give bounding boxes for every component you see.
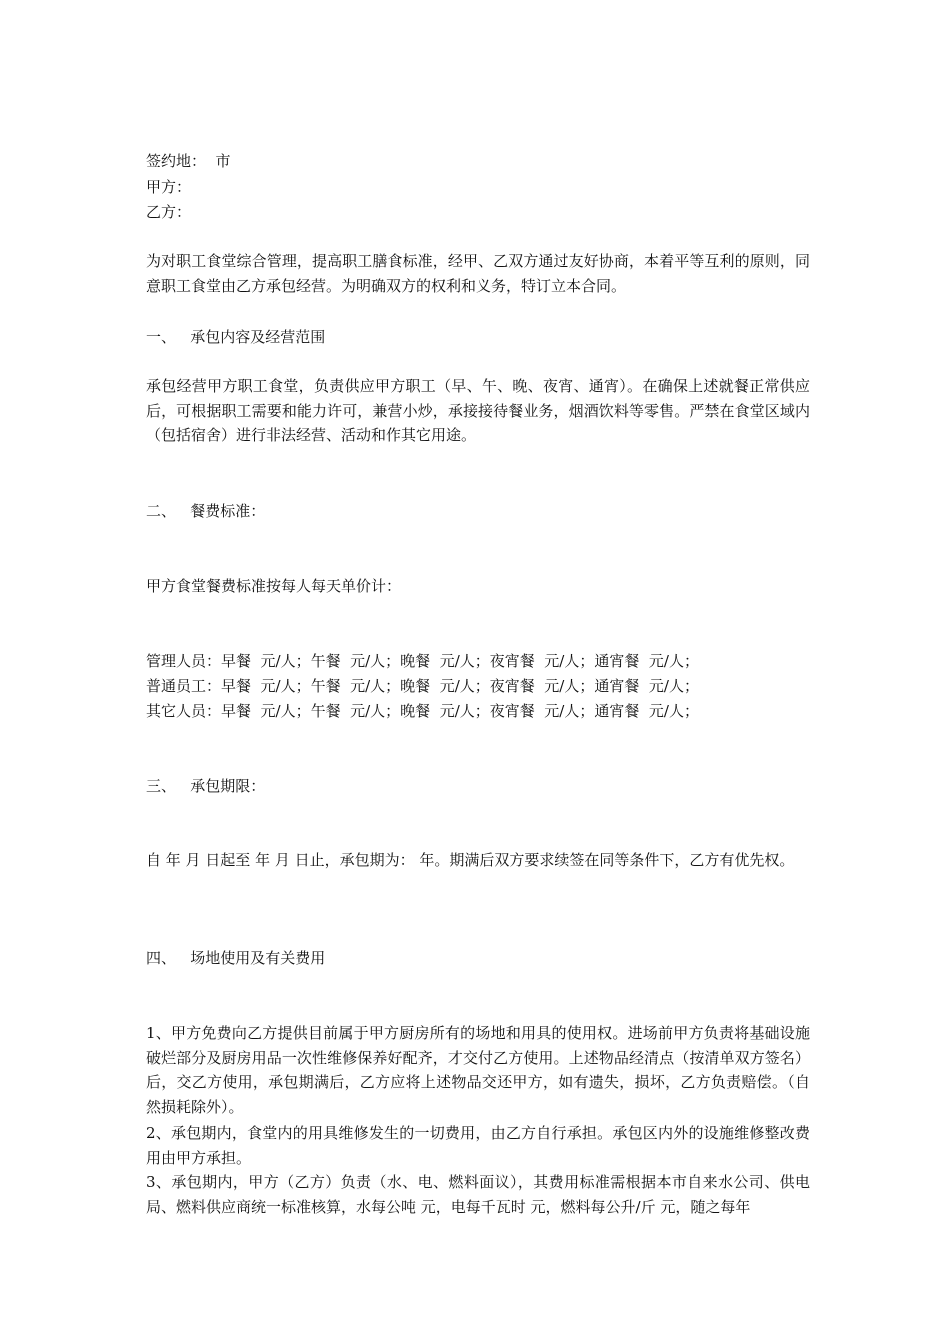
signing-location: 签约地： 市 bbox=[146, 152, 231, 170]
section-2-intro: 甲方食堂餐费标准按每人每天单价计： bbox=[146, 577, 402, 595]
section-4-item-2: 2、承包期内，食堂内的用具维修发生的一切费用，由乙方自行承担。承包区内外的设施维修整改费用由甲方承担。 bbox=[146, 1124, 810, 1167]
section-3-body: 自 年 月 日起至 年 月 日止，承包期为： 年。期满后双方要求续签在同等条件下，乙方有优先权。 bbox=[146, 851, 795, 869]
section-2-heading: 二、 餐费标准： bbox=[146, 502, 266, 520]
meal-price-row: 其它人员：早餐 元/人；午餐 元/人；晚餐 元/人；夜宵餐 元/人；通宵餐 元/人； bbox=[146, 702, 699, 720]
section-4-heading: 四、 场地使用及有关费用 bbox=[146, 949, 326, 967]
party-b-label: 乙方： bbox=[146, 203, 192, 221]
meal-price-row: 管理人员：早餐 元/人；午餐 元/人；晚餐 元/人；夜宵餐 元/人；通宵餐 元/人； bbox=[146, 652, 699, 670]
section-4-item-3: 3、承包期内，甲方（乙方）负责（水、电、燃料面议），其费用标准需根据本市自来水公司、供电局、燃料供应商统一标准核算，水每公吨 元，电每千瓦时 元，燃料每公升/斤 元，随之每年 bbox=[146, 1173, 810, 1216]
section-1-body: 承包经营甲方职工食堂，负责供应甲方职工（早、午、晚、夜宵、通宵）。在确保上述就餐正常供应后，可根据职工需要和能力许可，兼营小炒，承接接待餐业务，烟酒饮料等零售。严禁在食堂区域内（包括宿舍）进行非法经营、活动和作其它用途。 bbox=[146, 377, 810, 444]
party-a-label: 甲方： bbox=[146, 178, 192, 196]
section-1-heading: 一、 承包内容及经营范围 bbox=[146, 328, 326, 346]
meal-price-row: 普通员工：早餐 元/人；午餐 元/人；晚餐 元/人；夜宵餐 元/人；通宵餐 元/人； bbox=[146, 677, 699, 695]
section-4-item-1: 1、甲方免费向乙方提供目前属于甲方厨房所有的场地和用具的使用权。进场前甲方负责将基础设施破烂部分及厨房用品一次性维修保养好配齐，才交付乙方使用。上述物品经清点（按清单双方签名）后，交乙方使用，承包期满后，乙方应将上述物品交还甲方，如有遗失，损坏，乙方负责赔偿。（自然损耗除外）。 bbox=[146, 1024, 810, 1116]
intro-paragraph: 为对职工食堂综合管理，提高职工膳食标准，经甲、乙双方通过友好协商，本着平等互利的原则，同意职工食堂由乙方承包经营。为明确双方的权利和义务，特订立本合同。 bbox=[146, 252, 810, 295]
section-3-heading: 三、 承包期限： bbox=[146, 777, 266, 795]
